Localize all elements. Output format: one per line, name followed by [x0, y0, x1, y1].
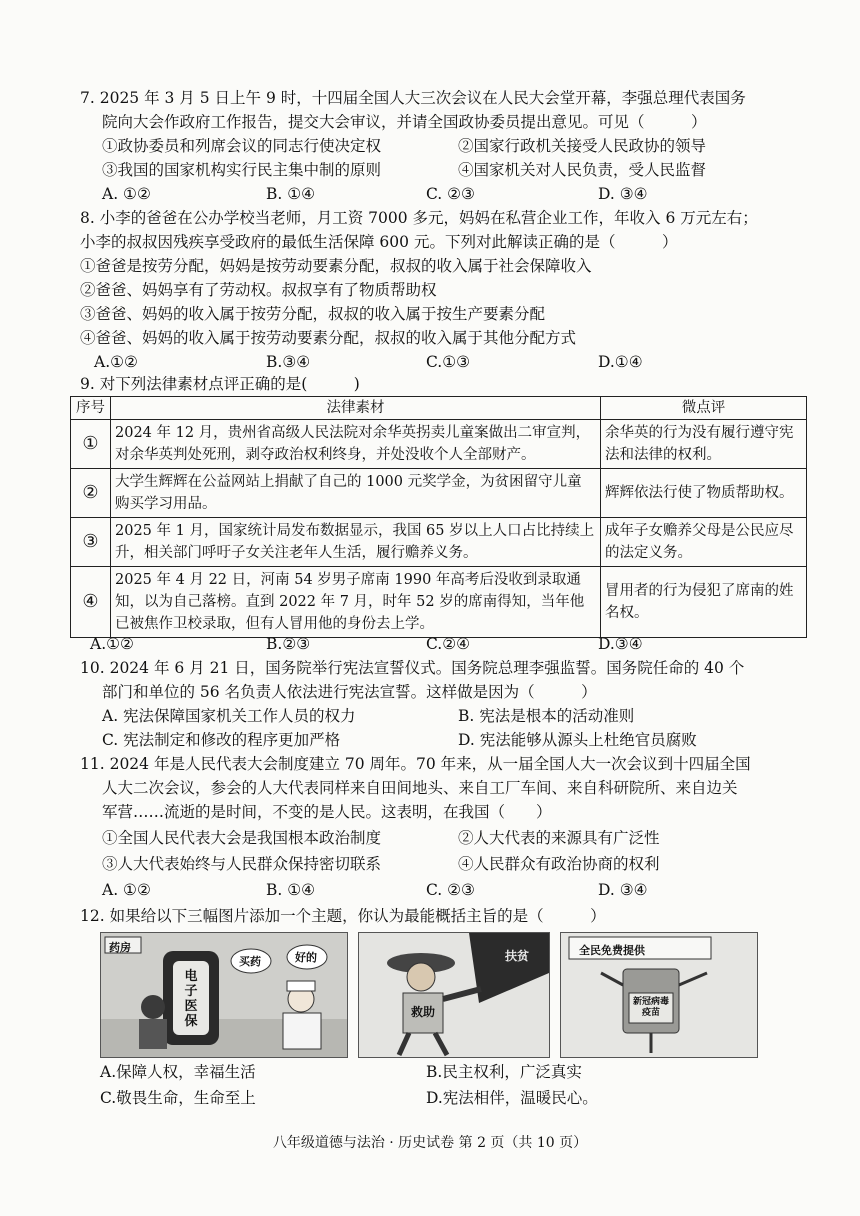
q10-option-d[interactable]: D. 宪法能够从源头上杜绝官员腐败 — [458, 731, 697, 749]
q11-item-4: ④人民群众有政治协商的权利 — [458, 855, 660, 873]
q10-stem-line-2: 部门和单位的 56 名负责人依法进行宪法宣誓。这样做是因为（ ） — [102, 683, 597, 701]
q11-option-b[interactable]: B. ①④ — [266, 881, 316, 899]
q11-option-c[interactable]: C. ②③ — [426, 881, 475, 899]
row-comment: 冒用者的行为侵犯了席南的姓名权。 — [601, 567, 807, 638]
header-material: 法律素材 — [111, 397, 601, 420]
table-row — [71, 518, 807, 567]
table-row — [71, 420, 807, 469]
row-material: 2025 年 1 月，国家统计局发布数据显示，我国 65 岁以上人口占比持续上升，相关部门呼吁子女关注老年人生活，履行赡养义务。 — [111, 518, 601, 567]
q7-stem-line-2: 院向大会作政府工作报告，提交大会审议，并请全国政协委员提出意见。可见（ ） — [102, 113, 707, 131]
assistance-label: 救助 — [411, 1005, 436, 1019]
row-material: 大学生辉辉在公益网站上捐献了自己的 1000 元奖学金，为贫困留守儿童购买学习用品。 — [111, 469, 601, 518]
q8-stem-line-2: 小李的叔叔因残疾享受政府的最低生活保障 600 元。下列对此解读正确的是（ ） — [80, 233, 678, 251]
q11-item-2: ②人大代表的来源具有广泛性 — [458, 829, 660, 847]
q11-item-3: ③人大代表始终与人民群众保持密切联系 — [102, 855, 382, 873]
q12-picture-3 — [560, 932, 758, 1058]
q12-picture-1 — [100, 932, 348, 1058]
q11-item-1: ①全国人民代表大会是我国根本政治制度 — [102, 829, 382, 847]
q12-option-d[interactable]: D.宪法相伴，温暖民心。 — [426, 1089, 598, 1107]
q9-stem: 9. 对下列法律素材点评正确的是( ) — [80, 375, 360, 393]
q9-option-c[interactable]: C.②④ — [426, 635, 471, 653]
pharmacy-sign: 药房 — [109, 941, 131, 954]
q10-option-b[interactable]: B. 宪法是根本的活动准则 — [458, 707, 635, 725]
q8-item-2: ②爸爸、妈妈享有了劳动权。叔叔享有了物质帮助权 — [80, 281, 437, 299]
q7-option-d[interactable]: D. ③④ — [598, 185, 648, 203]
q11-stem-line-2: 人大二次会议，参会的人大代表同样来自田间地头、来自工厂车间、来自科研院所、来自边关 — [102, 779, 738, 797]
q8-item-4: ④爸爸、妈妈的收入属于按劳动要素分配，叔叔的收入属于其他分配方式 — [80, 329, 577, 347]
q9-option-b[interactable]: B.②③ — [266, 635, 311, 653]
q9-option-d[interactable]: D.③④ — [598, 635, 643, 653]
q11-stem-line-3: 军营……流逝的是时间，不变的是人民。这表明，在我国（ ） — [102, 803, 552, 821]
q7-item-4: ④国家机关对人民负责，受人民监督 — [458, 161, 707, 179]
header-index: 序号 — [71, 397, 111, 420]
q12-option-c[interactable]: C.敬畏生命，生命至上 — [100, 1089, 256, 1107]
q12-option-a[interactable]: A.保障人权，幸福生活 — [100, 1063, 256, 1081]
q7-option-a[interactable]: A. ①② — [102, 185, 151, 203]
q8-item-3: ③爸爸、妈妈的收入属于按劳分配，叔叔的收入属于按生产要素分配 — [80, 305, 546, 323]
e-medical-insurance-label: 电子医保 — [184, 969, 198, 1029]
row-index: ③ — [71, 518, 111, 567]
q10-option-a[interactable]: A. 宪法保障国家机关工作人员的权力 — [102, 707, 356, 725]
q7-item-1: ①政协委员和列席会议的同志行使决定权 — [102, 137, 382, 155]
q8-option-d[interactable]: D.①④ — [598, 353, 643, 371]
q8-option-c[interactable]: C.①③ — [426, 353, 471, 371]
table-row — [71, 567, 807, 638]
q11-option-d[interactable]: D. ③④ — [598, 881, 648, 899]
q9-option-a[interactable]: A.①② — [90, 635, 134, 653]
row-comment: 辉辉依法行使了物质帮助权。 — [601, 469, 807, 518]
row-comment: 余华英的行为没有履行遵守宪法和法律的权利。 — [601, 420, 807, 469]
q7-option-b[interactable]: B. ①④ — [266, 185, 316, 203]
row-index: ④ — [71, 567, 111, 638]
q11-stem-line-1: 11. 2024 年是人民代表大会制度建立 70 周年。70 年来，从一届全国人大一次会议到十四届全国 — [80, 755, 751, 773]
poverty-relief-label: 扶贫 — [505, 949, 530, 963]
header-comment: 微点评 — [601, 397, 807, 420]
q12-picture-2 — [358, 932, 550, 1058]
q8-option-b[interactable]: B.③④ — [266, 353, 311, 371]
q12-option-b[interactable]: B.民主权利，广泛真实 — [426, 1063, 582, 1081]
q7-item-2: ②国家行政机关接受人民政协的领导 — [458, 137, 707, 155]
free-provision-banner: 全民免费提供 — [579, 944, 645, 957]
q10-stem-line-1: 10. 2024 年 6 月 21 日，国务院举行宪法宣誓仪式。国务院总理李强监誓。国务院任命的 40 个 — [80, 659, 745, 677]
row-comment: 成年子女赡养父母是公民应尽的法定义务。 — [601, 518, 807, 567]
q9-table — [70, 396, 807, 638]
q8-stem-line-1: 8. 小李的爸爸在公办学校当老师，月工资 7000 多元，妈妈在私营企业工作，年收入 6 万元左右； — [80, 209, 758, 227]
q7-option-c[interactable]: C. ②③ — [426, 185, 475, 203]
speech-bubble-ok: 好的 — [295, 951, 317, 964]
table-row — [71, 469, 807, 518]
row-material: 2024 年 12 月，贵州省高级人民法院对余华英拐卖儿童案做出二审宣判，对余华英判处死刑，剥夺政治权利终身，并处没收个人全部财产。 — [111, 420, 601, 469]
row-material: 2025 年 4 月 22 日，河南 54 岁男子席南 1990 年高考后没收到录取通知，以为自己落榜。直到 2022 年 7 月，时年 52 岁的席南得知，当年他已被焦作卫校录取，但有人冒用他的身份去上学。 — [111, 567, 601, 638]
speech-bubble-buy: 买药 — [239, 955, 261, 968]
vaccine-label: 新冠病毒疫苗 — [633, 997, 670, 1018]
q12-stem: 12. 如果给以下三幅图片添加一个主题，你认为最能概括主旨的是（ ） — [80, 907, 606, 925]
q11-option-a[interactable]: A. ①② — [102, 881, 151, 899]
row-index: ① — [71, 420, 111, 469]
q8-item-1: ①爸爸是按劳分配，妈妈是按劳动要素分配，叔叔的收入属于社会保障收入 — [80, 257, 592, 275]
row-index: ② — [71, 469, 111, 518]
page-footer: 八年级道德与法治 · 历史试卷 第 2 页（共 10 页） — [272, 1135, 588, 1151]
table-header-row — [71, 397, 807, 420]
q7-stem-line-1: 7. 2025 年 3 月 5 日上午 9 时，十四届全国人大三次会议在人民大会堂开幕，李强总理代表国务 — [80, 89, 746, 107]
q10-option-c[interactable]: C. 宪法制定和修改的程序更加严格 — [102, 731, 341, 749]
q7-item-3: ③我国的国家机构实行民主集中制的原则 — [102, 161, 382, 179]
q8-option-a[interactable]: A.①② — [94, 353, 138, 371]
